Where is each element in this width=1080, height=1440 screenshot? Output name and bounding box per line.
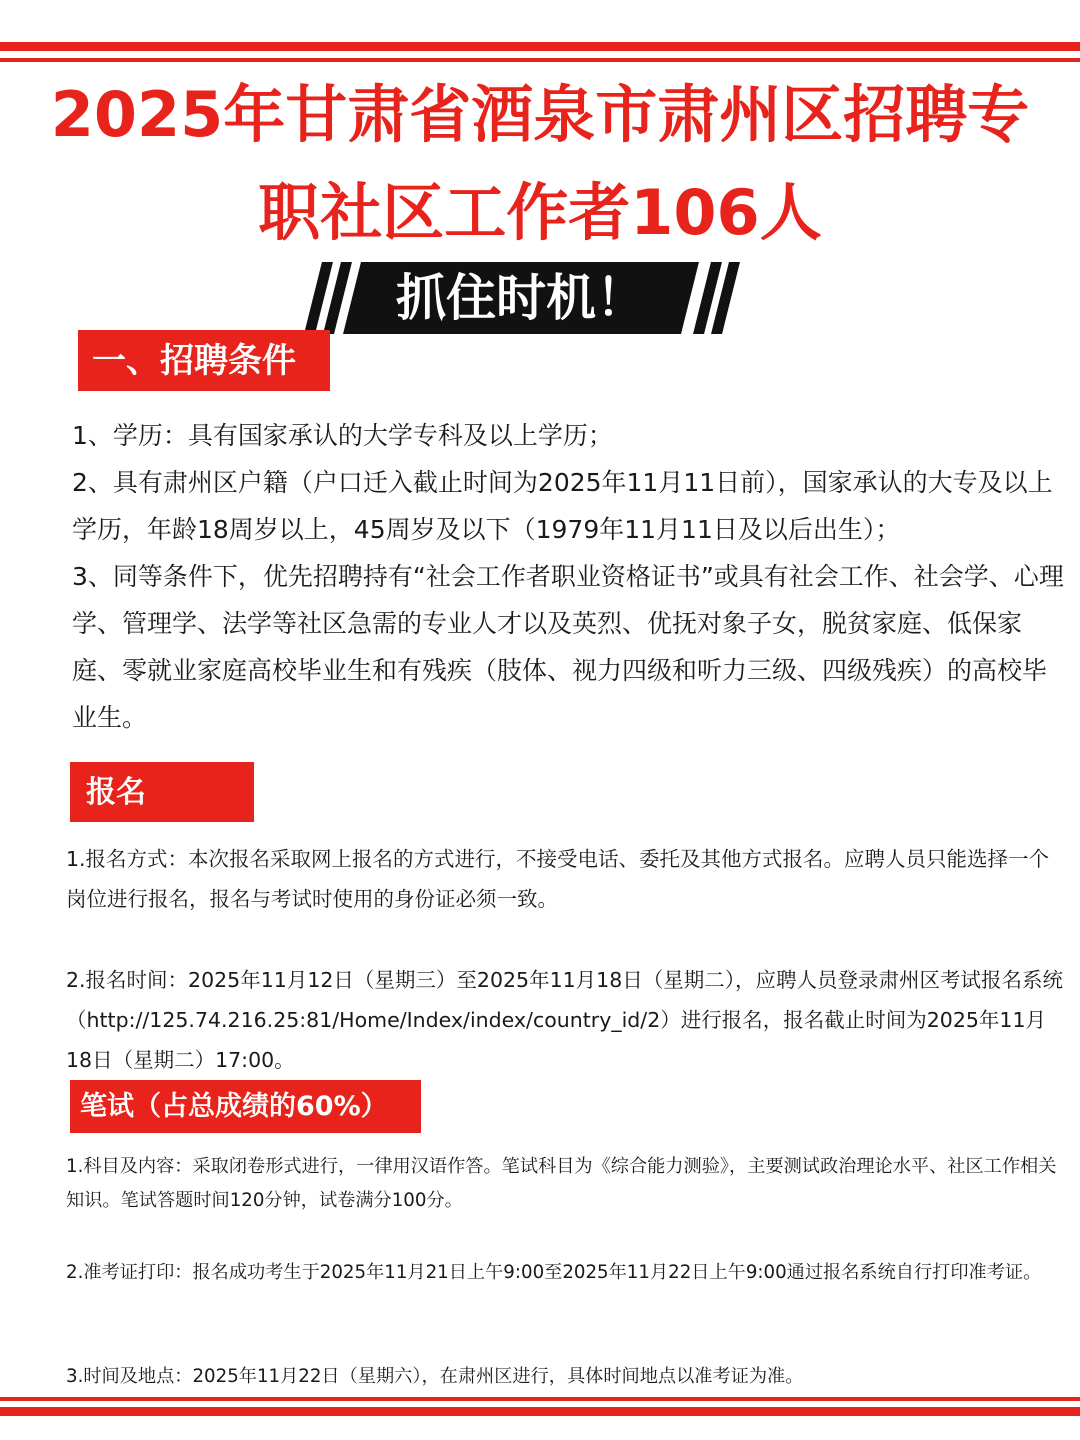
- banner-label: 抓住时机！: [396, 269, 646, 327]
- top-border-thin: [0, 58, 1080, 62]
- section-registration-title: 报名: [86, 775, 146, 810]
- condition-item-3: 3、同等条件下，优先招聘持有“社会工作者职业资格证书”或具有社会工作、社会学、心理学、管理学、法学等社区急需的专业人才以及英烈、优抚对象子女，脱贫家庭、低保家庭、零就业家庭高校毕业生和有残疾（肢体、视力四级和听力三级、四级残疾）的高校毕业生。: [72, 562, 1064, 732]
- page-title-line-1: 2025年甘肃省酒泉市肃州区招聘专: [50, 78, 1030, 151]
- registration-item-1: 1.报名方式：本次报名采取网上报名的方式进行，不接受电话、委托及其他方式报名。应聘人员只能选择一个岗位进行报名，报名与考试时使用的身份证必须一致。: [66, 847, 1050, 911]
- condition-item-2: 2、具有肃州区户籍（户口迁入截止时间为2025年11月11日前），国家承认的大专及以上学历，年龄18周岁以上，45周岁及以下（1979年11月11日及以后出生）；: [72, 468, 1053, 544]
- exam-item-2: 2.准考证打印：报名成功考生于2025年11月21日上午9:00至2025年11月22日上午9:00通过报名系统自行打印准考证。: [66, 1262, 1042, 1283]
- exam-item-1: 1.科目及内容：采取闭卷形式进行，一律用汉语作答。笔试科目为《综合能力测验》，主要测试政治理论水平、社区工作相关知识。笔试答题时间120分钟，试卷满分100分。: [66, 1156, 1057, 1211]
- top-border-thick: [0, 42, 1080, 51]
- registration-item-2: 2.报名时间：2025年11月12日（星期三）至2025年11月18日（星期二），应聘人员登录肃州区考试报名系统（http://125.74.216.25:81/Home/Index/index/country_id/2）进行报名，报名截止时间为2025年11月18日（星期二）17:00。: [66, 968, 1063, 1072]
- section-conditions-title: 一、招聘条件: [92, 341, 296, 381]
- page-title-line-2: 职社区工作者106人: [258, 176, 822, 249]
- bottom-border-thick: [0, 1407, 1080, 1416]
- exam-item-3: 3.时间及地点：2025年11月22日（星期六），在肃州区进行，具体时间地点以准考证为准。: [66, 1366, 804, 1387]
- condition-item-1: 1、学历：具有国家承认的大学专科及以上学历；: [72, 421, 613, 450]
- section-exam-title: 笔试（占总成绩的60%）: [80, 1091, 388, 1122]
- bottom-border-thin: [0, 1397, 1080, 1401]
